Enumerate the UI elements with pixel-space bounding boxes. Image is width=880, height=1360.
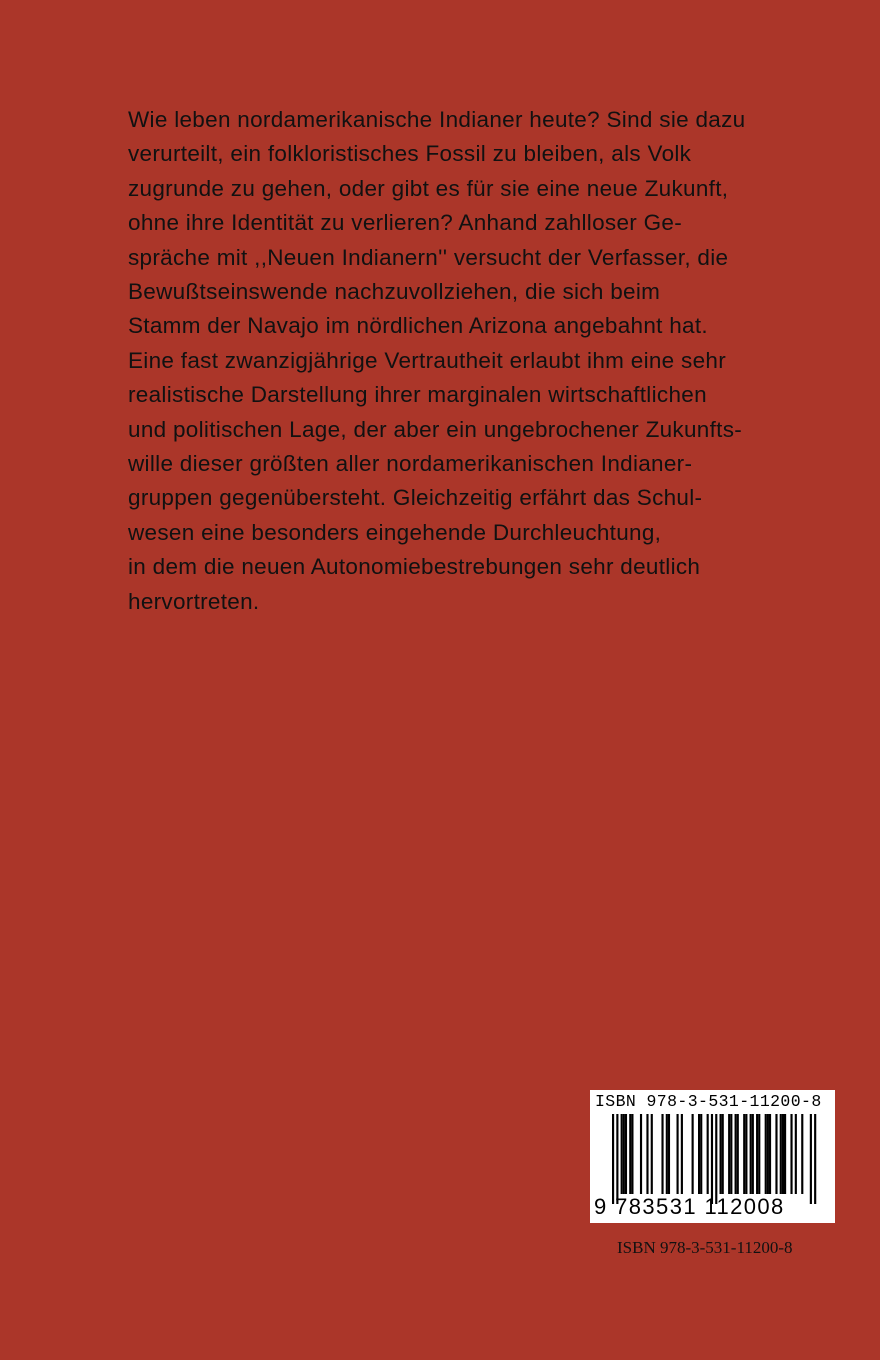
blurb-line: Bewußtseinswende nachzuvollziehen, die sich beim: [128, 279, 661, 305]
barcode-bar: [767, 1114, 769, 1194]
barcode-bar: [784, 1114, 786, 1194]
barcode-bar: [735, 1114, 737, 1194]
barcode-bar: [646, 1114, 648, 1194]
blurb-line: gruppen gegenübersteht. Gleichzeitig erfährt das Schul-: [128, 485, 703, 511]
barcode-bar: [720, 1114, 722, 1194]
barcode-bar: [728, 1114, 730, 1194]
barcode-bar: [666, 1114, 668, 1194]
blurb-line: spräche mit ,,Neuen Indianern'' versucht der Verfasser, die: [128, 244, 729, 270]
barcode-bar: [621, 1114, 623, 1194]
blurb-line: Wie leben nordamerikanische Indianer heute? Sind sie dazu: [128, 107, 746, 132]
barcode-bar: [814, 1114, 816, 1204]
barcode-bar: [722, 1114, 724, 1194]
isbn-barcode: [590, 1090, 835, 1223]
barcode-bar: [745, 1114, 747, 1194]
barcode-bar: [631, 1114, 633, 1194]
blurb-line: wille dieser größten aller nordamerikanischen Indianer-: [128, 451, 693, 477]
barcode-bar: [780, 1114, 782, 1194]
barcode-bar: [640, 1114, 642, 1194]
barcode-bar: [801, 1114, 803, 1194]
barcode-bar: [775, 1114, 777, 1194]
blurb-line: ohne ihre Identität zu verlieren? Anhand zahlloser Ge-: [128, 210, 683, 236]
blurb-line: und politischen Lage, der aber ein ungebrochener Zukunfts-: [128, 416, 743, 442]
blurb-line: Stamm der Navajo im nördlichen Arizona angebahnt hat.: [128, 313, 708, 339]
barcode-bar: [707, 1114, 709, 1194]
barcode-bar: [668, 1114, 670, 1194]
barcode-bar: [616, 1114, 618, 1204]
barcode-bar: [752, 1114, 754, 1194]
blurb-line: wesen eine besonders eingehende Durchleuchtung,: [128, 519, 662, 545]
barcode-bar: [715, 1114, 717, 1204]
barcode-bar: [661, 1114, 663, 1194]
barcode-bar: [612, 1114, 614, 1204]
barcode-bar: [700, 1114, 702, 1194]
barcode-digits: 9 783531 112008: [594, 1194, 785, 1219]
barcode-bar: [743, 1114, 745, 1194]
barcode-bar: [629, 1114, 631, 1194]
blurb-line: Eine fast zwanzigjährige Vertrautheit erlaubt ihm eine sehr: [128, 347, 727, 373]
blurb-line: hervortreten.: [128, 588, 260, 614]
barcode-bar: [651, 1114, 653, 1194]
barcode-bar: [756, 1114, 758, 1194]
barcode-bar: [769, 1114, 771, 1194]
barcode-bar: [730, 1114, 732, 1194]
barcode-bar: [711, 1114, 713, 1204]
back-cover-blurb: [128, 103, 848, 619]
barcode-bar: [681, 1114, 683, 1194]
blurb-line: realistische Darstellung ihrer marginalen wirtschaftlichen: [128, 382, 707, 408]
barcode-bar: [765, 1114, 767, 1194]
isbn-text: ISBN 978-3-531-11200-8: [617, 1238, 793, 1257]
barcode-bar: [758, 1114, 760, 1194]
blurb-line: zugrunde zu gehen, oder gibt es für sie eine neue Zukunft,: [128, 175, 729, 201]
blurb-line: in dem die neuen Autonomiebestrebungen sehr deutlich: [128, 554, 701, 580]
barcode-bar: [677, 1114, 679, 1194]
barcode-bar: [790, 1114, 792, 1194]
blurb-line: verurteilt, ein folkloristisches Fossil zu bleiben, als Volk: [128, 141, 692, 167]
barcode-bar: [737, 1114, 739, 1194]
barcode-bar: [623, 1114, 625, 1194]
barcode-bar: [795, 1114, 797, 1194]
barcode-bar: [692, 1114, 694, 1194]
barcode-bar: [810, 1114, 812, 1204]
barcode-bar: [625, 1114, 627, 1194]
barcode-bar: [698, 1114, 700, 1194]
barcode-bar: [782, 1114, 784, 1194]
barcode-bar: [750, 1114, 752, 1194]
barcode-isbn-label: ISBN 978-3-531-11200-8: [595, 1092, 822, 1111]
